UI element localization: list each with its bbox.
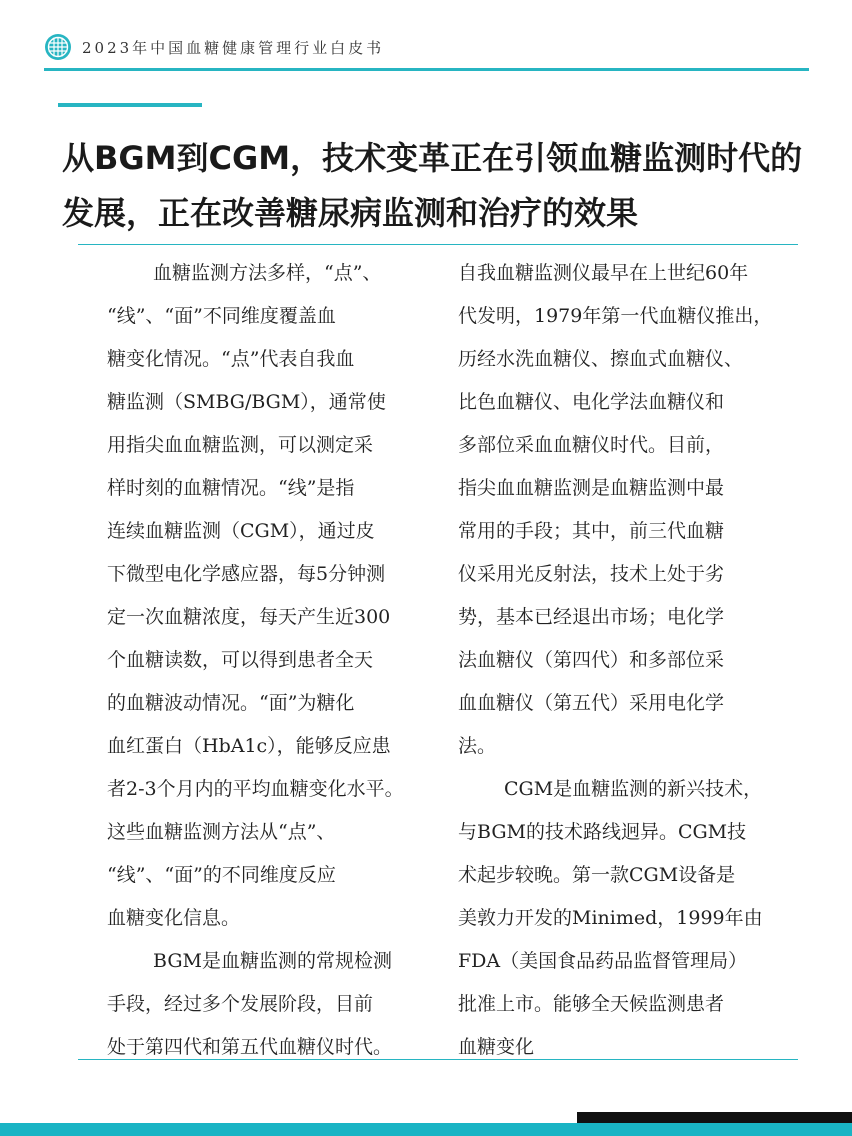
text-line: 这些血糖监测方法从“点”、 [107,821,336,843]
text-line: BGM是血糖监测的常规检测 [153,950,392,972]
text-line: 批准上市。能够全天候监测患者 [458,993,725,1015]
text-line: 用指尖血血糖监测，可以测定采 [107,434,374,456]
text-line: 血红蛋白（HbA1c），能够反应患 [107,735,391,757]
text-line: 与BGM的技术路线迥异。CGM技 [458,821,747,843]
text-line: “线”、“面”不同维度覆盖血 [107,305,336,327]
text-line: 连续血糖监测（CGM），通过皮 [107,520,375,542]
text-line: 常用的手段；其中，前三代血糖 [458,520,725,542]
text-line: 多部位采血血糖仪时代。目前， [458,434,725,456]
text-line: 者2-3个月内的平均血糖变化水平。 [107,778,404,800]
text-line: 美敦力开发的Minimed，1999年由 [458,907,763,929]
text-line: 手段，经过多个发展阶段，目前 [107,993,374,1015]
text-line: FDA（美国食品药品监督管理局） [458,950,748,972]
content-top-divider [78,244,798,245]
text-line: 的血糖波动情况。“面”为糖化 [107,692,355,714]
text-line: 定一次血糖浓度，每天产生近300 [107,606,391,628]
text-line: 比色血糖仪、电化学法血糖仪和 [458,391,725,413]
text-line: 糖变化情况。“点”代表自我血 [107,348,355,370]
left-text-column [107,252,445,1069]
text-line: 法。 [458,735,497,757]
text-line: “线”、“面”的不同维度反应 [107,864,336,886]
text-line: 仪采用光反射法，技术上处于劣 [458,563,725,585]
report-header-title: 2023年中国血糖健康管理行业白皮书 [82,39,385,57]
right-text-column [458,252,798,1069]
text-line: 处于第四代和第五代血糖仪时代。 [107,1036,393,1058]
text-line: 样时刻的血糖情况。“线”是指 [107,477,355,499]
text-line: 个血糖读数，可以得到患者全天 [107,649,374,671]
footer-teal-bar [0,1123,852,1136]
text-line: 血糖变化 [458,1036,535,1058]
section-accent-bar [58,103,202,107]
text-line: 历经水洗血糖仪、擦血式血糖仪、 [458,348,744,370]
text-line: 势，基本已经退出市场；电化学 [458,606,725,628]
header-divider [44,68,809,71]
text-line: 法血糖仪（第四代）和多部位采 [458,649,725,671]
text-line: 代发明，1979年第一代血糖仪推出， [458,305,773,327]
text-line: 糖监测（SMBG/BGM），通常使 [107,391,386,413]
section-title-line-2: 发展，正在改善糖尿病监测和治疗的效果 [62,194,639,232]
text-line: 下微型电化学感应器，每5分钟测 [107,563,386,585]
text-line: 血糖监测方法多样，“点”、 [153,262,382,284]
section-title-line-1: 从BGM到CGM，技术变革正在引领血糖监测时代的 [62,139,803,177]
footer-black-bar [577,1112,852,1123]
text-line: CGM是血糖监测的新兴技术， [504,778,763,800]
text-line: 自我血糖监测仪最早在上世纪60年 [458,262,749,284]
text-line: 指尖血血糖监测是血糖监测中最 [458,477,725,499]
text-line: 术起步较晚。第一款CGM设备是 [458,864,736,886]
content-bottom-divider [78,1059,798,1060]
text-line: 血糖变化信息。 [107,907,241,929]
text-line: 血血糖仪（第五代）采用电化学 [458,692,725,714]
globe-grid-icon [44,33,72,61]
